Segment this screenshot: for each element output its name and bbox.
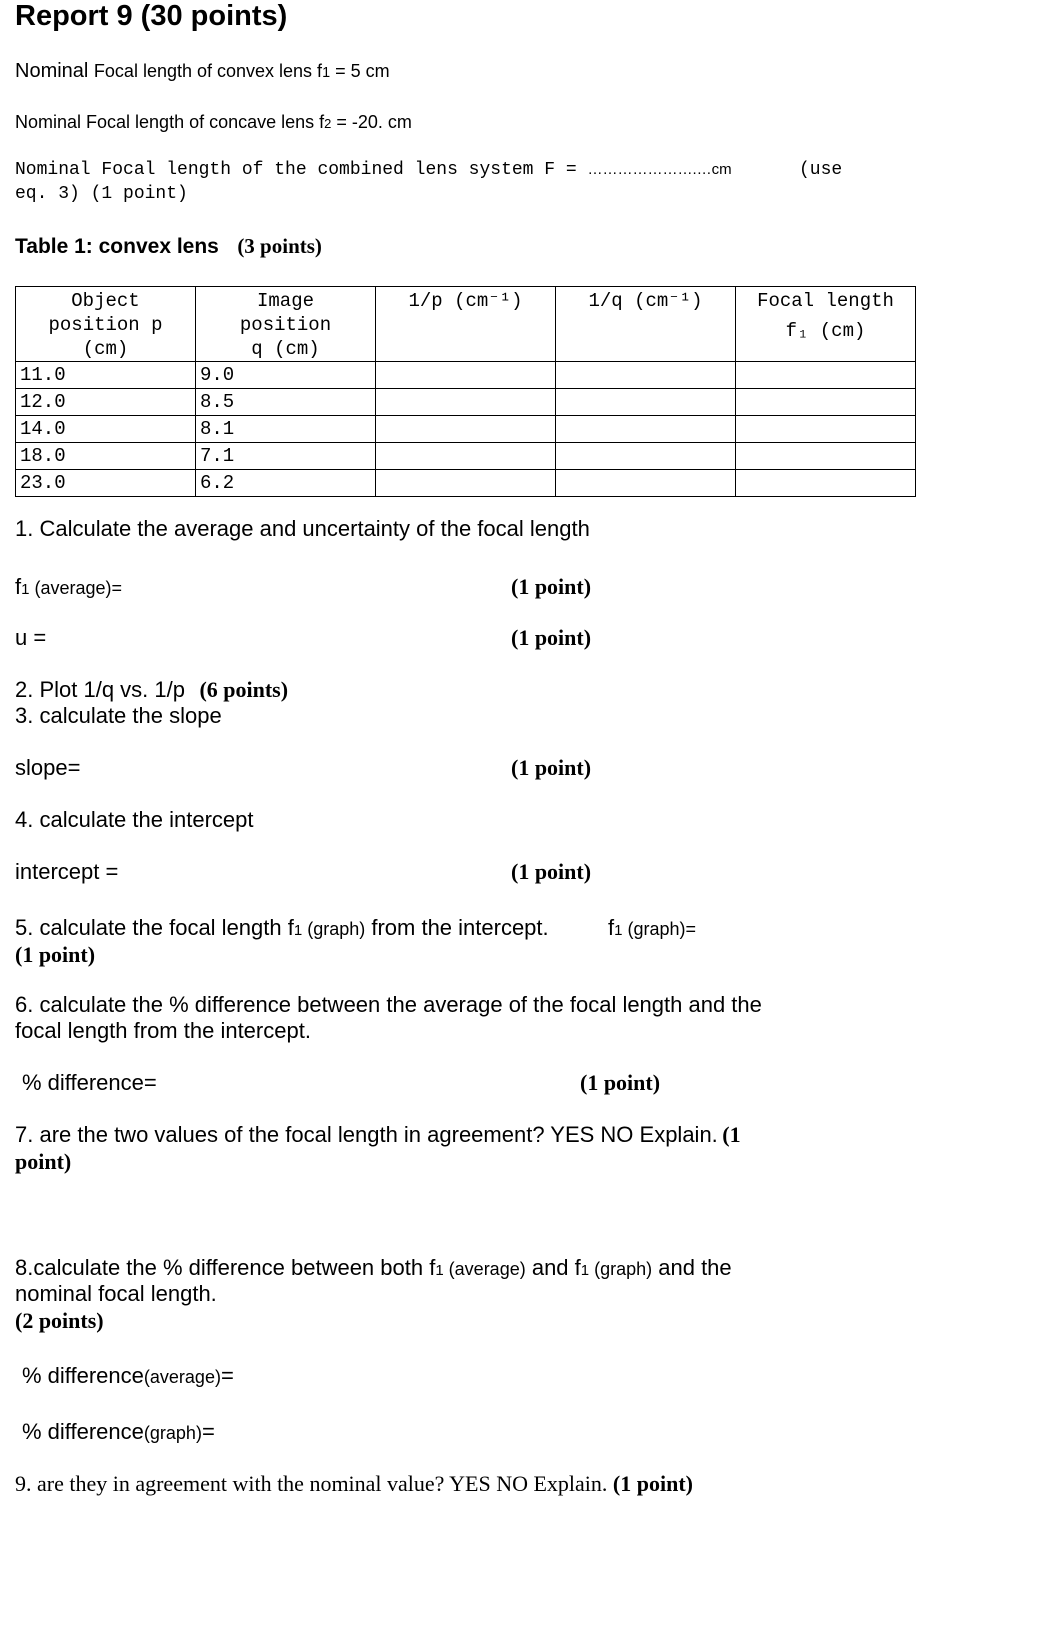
nominal-convex-value: = 5 cm (330, 61, 390, 81)
table-row (16, 416, 916, 443)
cell-focal[interactable] (736, 389, 916, 416)
cell-focal[interactable] (736, 416, 916, 443)
nominal-convex-sub: 1 (322, 65, 331, 81)
nominal-combined-line2: eq. 3) (1 point) (15, 184, 188, 204)
nominal-combined-use: (use (799, 160, 843, 180)
pct-difference-graph-label: % difference(graph)= (22, 1419, 215, 1444)
f1-graph-label: f1 (graph)= (608, 915, 697, 940)
nominal-concave-value: = -20. cm (331, 112, 412, 132)
convex-lens-table (15, 286, 916, 497)
header-focal-length: Focal length f₁ (cm) (736, 287, 916, 362)
cell-p: 11.0 (16, 362, 196, 389)
question-9: 9. are they in agreement with the nominal value? YES NO Explain. (1 point) (15, 1471, 693, 1496)
question-7-points: point) (15, 1149, 72, 1174)
uncertainty-label: u = (15, 625, 47, 650)
nominal-convex-label: Nominal (15, 60, 94, 82)
cell-inv-q[interactable] (556, 389, 736, 416)
header-image-position: Image position q (cm) (196, 287, 376, 362)
nominal-combined-text: Nominal Focal length of the combined lens system F = (15, 160, 588, 180)
pct-difference-average-label: % difference(average)= (22, 1363, 234, 1388)
cell-inv-q[interactable] (556, 362, 736, 389)
table-row (16, 470, 916, 497)
table-caption-title: Table 1: convex lens (15, 235, 219, 258)
question-8-points: (2 points) (15, 1308, 104, 1333)
cell-q: 8.1 (196, 416, 376, 443)
cell-p: 18.0 (16, 443, 196, 470)
cell-q: 7.1 (196, 443, 376, 470)
question-5: 5. calculate the focal length f1 (graph) from the intercept. (15, 915, 549, 940)
table-caption-points: (3 points) (237, 234, 322, 258)
question-1: 1. Calculate the average and uncertainty of the focal length (15, 516, 590, 541)
table-row (16, 443, 916, 470)
cell-q: 8.5 (196, 389, 376, 416)
table-row (16, 362, 916, 389)
question-8-line1: 8.calculate the % difference between both f1 (average) and f1 (graph) and the (15, 1255, 732, 1280)
header-object-position: Object position p (cm) (16, 287, 196, 362)
header-inverse-q: 1/q (cm⁻¹) (556, 287, 736, 362)
cell-focal[interactable] (736, 443, 916, 470)
question-4: 4. calculate the intercept (15, 807, 254, 832)
question-6-line1: 6. calculate the % difference between the average of the focal length and the (15, 992, 762, 1017)
intercept-points: (1 point) (511, 859, 592, 884)
cell-p: 14.0 (16, 416, 196, 443)
uncertainty-points: (1 point) (511, 625, 592, 650)
nominal-combined-blank: ………………….…cm (587, 161, 732, 178)
intercept-label: intercept = (15, 859, 119, 884)
f1-average-label: f1 (average)= (15, 574, 123, 599)
cell-inv-p[interactable] (376, 443, 556, 470)
nominal-convex-line (15, 60, 390, 83)
nominal-concave-line (15, 112, 412, 133)
f1-average-points: (1 point) (511, 574, 592, 599)
question-5-points: (1 point) (15, 942, 96, 967)
question-2: 2. Plot 1/q vs. 1/p (6 points) (15, 677, 289, 702)
nominal-concave-text: Nominal Focal length of concave lens f (15, 112, 325, 132)
cell-inv-p[interactable] (376, 389, 556, 416)
table-row (16, 389, 916, 416)
cell-q: 9.0 (196, 362, 376, 389)
cell-p: 12.0 (16, 389, 196, 416)
nominal-combined-line1 (15, 160, 732, 180)
table-caption (15, 234, 322, 259)
question-7: 7. are the two values of the focal length in agreement? YES NO Explain. (1 (15, 1122, 741, 1147)
cell-q: 6.2 (196, 470, 376, 497)
cell-inv-p[interactable] (376, 416, 556, 443)
cell-p: 23.0 (16, 470, 196, 497)
pct-difference-label: % difference= (22, 1070, 157, 1095)
slope-points: (1 point) (511, 755, 592, 780)
page-title: Report 9 (30 points) (15, 0, 288, 32)
cell-inv-p[interactable] (376, 470, 556, 497)
cell-inv-q[interactable] (556, 416, 736, 443)
cell-inv-q[interactable] (556, 470, 736, 497)
cell-focal[interactable] (736, 362, 916, 389)
nominal-convex-text: Focal length of convex lens f (93, 61, 323, 81)
slope-label: slope= (15, 755, 81, 780)
cell-focal[interactable] (736, 470, 916, 497)
nominal-concave-sub: 2 (324, 116, 332, 131)
cell-inv-q[interactable] (556, 443, 736, 470)
question-6-line2: focal length from the intercept. (15, 1018, 311, 1043)
header-inverse-p: 1/p (cm⁻¹) (376, 287, 556, 362)
pct-difference-points: (1 point) (580, 1070, 661, 1095)
question-3: 3. calculate the slope (15, 703, 222, 728)
cell-inv-p[interactable] (376, 362, 556, 389)
question-8-line2: nominal focal length. (15, 1281, 217, 1306)
